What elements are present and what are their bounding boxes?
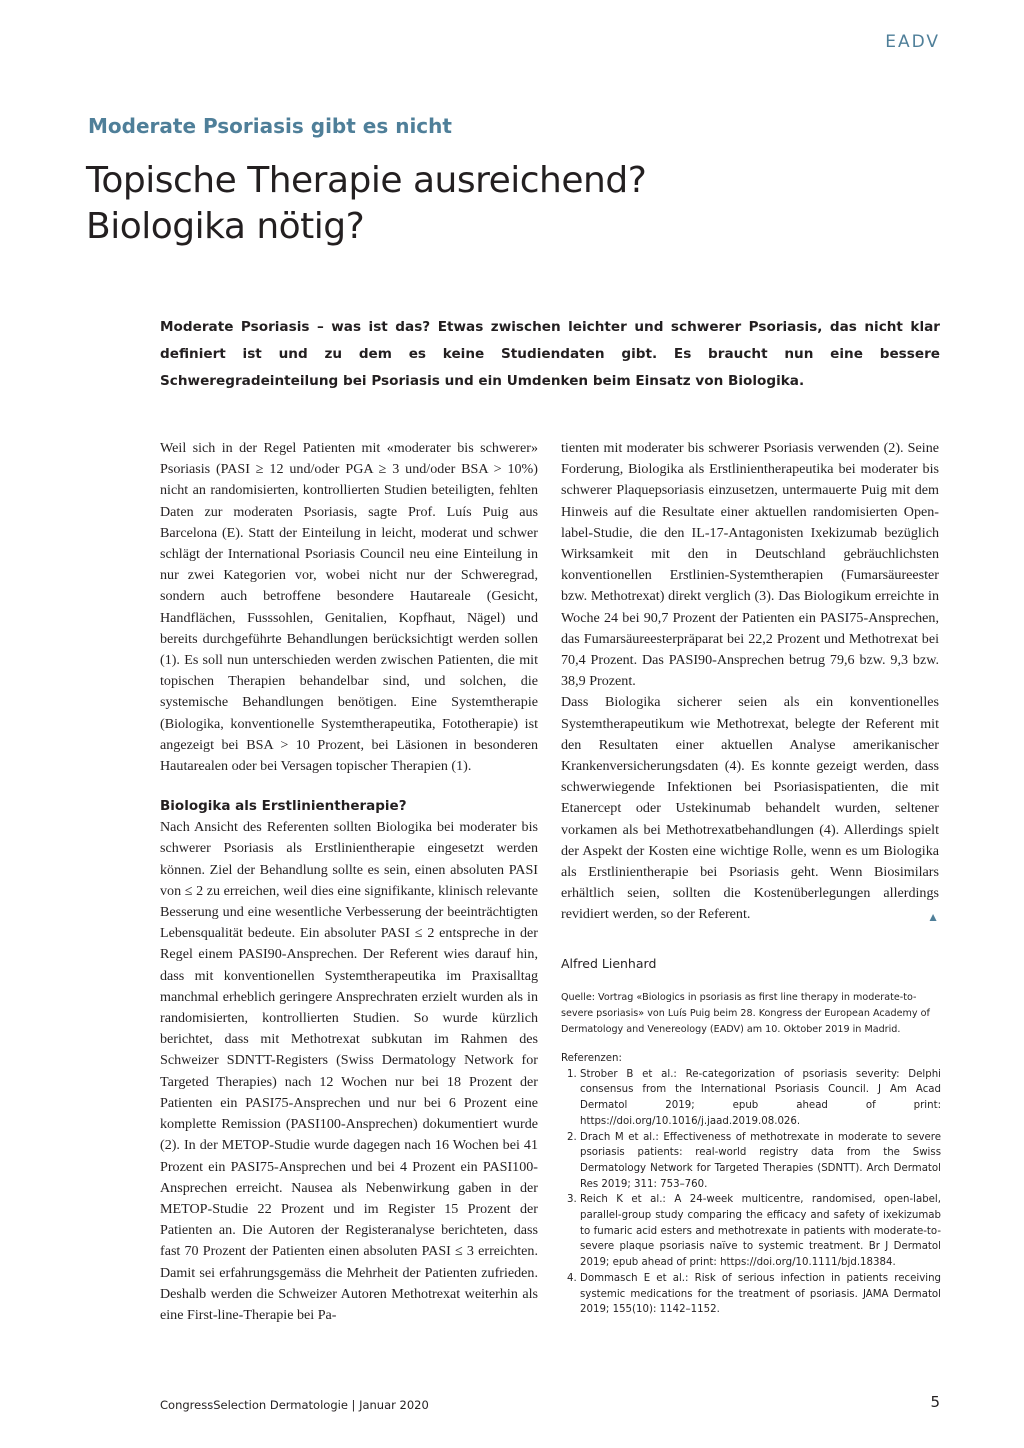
page-number: 5 [930,1393,940,1411]
source-note: Quelle: Vortrag «Biologics in psoriasis as first line therapy in moderate-to-severe psoriasis» von Luís Puig beim 28. Kongress der European Academy of Dermatology and Venereology (EADV) am 10. Oktober 2019 in Madrid. [561,992,930,1035]
article-title [86,158,846,250]
end-of-article-triangle-icon: ▲ [927,910,939,925]
body-paragraph: tienten mit moderater bis schwerer Psoriasis verwenden (2). Seine Forderung, Biologika als Erstlinientherapeutika bei moderater bis schwerer Plaquepsoriasis einzusetzen, untermauerte Puig mit dem Hinweis auf die Resultate einer aktuellen randomisierten Open-label-Studie, die den IL-17-Antagonisten Ixekizumab bezüglich Wirksamkeit mit den in Deutschland gebräuchlichsten konventionellen Erstlinien-Systemtherapien (Fumarsäureester bzw. Methotrexat) direkt verglich (3). Das Biologikum erreichte in Woche 24 bei 90,7 Prozent der Patienten ein PASI75-Ansprechen, das Fumarsäureesterpräparat bei 22,2 Prozent und Methotrexat bei 70,4 Prozent. Das PASI90-Ansprechen betrug 79,6 bzw. 9,3 bzw. 38,9 Prozent. [561,440,939,690]
title-line-1: Topische Therapie ausreichend? [86,160,647,201]
body-paragraph: Nach Ansicht des Referenten sollten Biologika bei moderater bis schwerer Psoriasis als Erstlinientherapie eingesetzt werden können. Ziel der Behandlung sollte es sein, einen absoluten PASI von ≤ 2 zu erreichen, weil dies eine signifikante, klinisch relevante Besserung und eine wesentliche Verbesserung der beeinträchtigten Lebensqualität bedeute. Ein absoluter PASI ≤ 2 entspreche in der Regel einem PASI90-Ansprechen. Der Referent wies darauf hin, dass mit konventionellen Systemtherapeutika im Praxisalltag manchmal erheblich geringere Ansprechraten erzielt wurden als in randomisierten, kontrollierten Studien. So wurde kürzlich berichtet, dass mit Methotrexat subkutan im Rahmen des Schweizer SDNTT-Registers (Swiss Dermatology Network for Targeted Therapies) nach 12 Wochen nur bei 18 Prozent der Patienten ein PASI75-Ansprechen und nur bei 6 Prozent eine komplette Remission (PASI100-Ansprechen) dokumentiert wurde (2). In der METOP-Studie wurde dagegen nach 16 Wochen bei 41 Prozent ein PASI75-Ansprechen und bei 4 Prozent ein PASI100-Ansprechen erreicht. Nausea als Nebenwirkung gaben in der METOP-Studie 22 Prozent und im Register 15 Prozent der Patienten an. Die Autoren der Registeranalyse berichteten, dass fast 70 Prozent der Patienten einen absoluten PASI ≤ 3 erreichten. Damit sei erfahrungsgemäss die Mehrheit der Patienten zufrieden. Deshalb werden die Schweizer Autoren Methotrexat weiterhin als eine First-line-Therapie bei Pa- [160,819,538,1323]
left-column [160,438,538,1326]
body-paragraph-text: Dass Biologika sicherer seien als ein konventionelles Systemtherapeutikum wie Methotrexat, belegte der Referent mit den Resultaten einer aktuellen Analyse amerikanischer Krankenversicherungsdaten (4). Es konnte gezeigt werden, dass schwerwiegende Infektionen bei Psoriasispatienten, die mit Etanercept oder Ustekinumab behandelt wurden, seltener vorkamen als bei Methotrexatbehandlungen (4). Allerdings spielt der Aspekt der Kosten eine wichtige Rolle, wenn es um Biologika als Erstlinientherapie bei Psoriasis geht. Wenn Biosimilars erhältlich seien, sollten die Kostenüberlegungen allerdings revidiert werden, so der Referent. [561,694,939,923]
body-paragraph [561,692,939,925]
right-column [561,438,939,929]
reference-item: 3. Reich K et al.: A 24-week multicentre, randomised, open-label, parallel-group study comparing the efficacy and safety of ixekizumab to fumaric acid esters and methotrexate in patients with moderate-to-severe plaque psoriasis naïve to systemic treatment. Br J Dermatol 2019; epub ahead of print: https://doi.org/10.1111/bjd.18384. [580,1192,941,1271]
title-line-2: Biologika nötig? [86,206,365,247]
reference-item: 4. Dommasch E et al.: Risk of serious infection in patients receiving systemic medications for the treatment of psoriasis. JAMA Dermatol 2019; 155(10): 1142–1152. [580,1271,941,1318]
body-paragraph: Weil sich in der Regel Patienten mit «moderater bis schwerer» Psoriasis (PASI ≥ 12 und/oder PGA ≥ 3 und/oder BSA > 10%) nicht an randomisierten, kontrollierten Studien beteiligten, fehlten Daten zur moderaten Psoriasis, sagte Prof. Luís Puig aus Barcelona (E). Statt der Einteilung in leicht, moderat und schwer schlägt der International Psoriasis Council neu eine Einteilung in nur zwei Kategorien vor, wobei nicht nur der Schweregrad, sondern auch betroffene besondere Hautareale (Gesicht, Handflächen, Fusssohlen, Genitalien, Kopfhaut, Nägel) und bereits durchgeführte Behandlungen berücksichtigt werden sollen (1). Es soll nun unterschieden werden zwischen Patienten, die mit topischen Therapien behandelbar sind, und solchen, die systemische Behandlungen benötigen. Eine Systemtherapie (Biologika, konventionelle Systemtherapeutika, Fototherapie) ist angezeigt bei BSA > 10 Prozent, bei Läsionen in besonderen Hautarealen oder bei Versagen topischer Therapien (1). [160,440,538,775]
reference-item: 1. Strober B et al.: Re-categorization of psoriasis severity: Delphi consensus from the International Psoriasis Council. J Am Acad Dermatol 2019; epub ahead of print: https://doi.org/10.1016/j.jaad.2019.08.026. [580,1067,941,1130]
article-author: Alfred Lienhard [561,956,657,971]
journal-section-tag: EADV [885,32,940,52]
section-subheading: Biologika als Erstlinientherapie? [160,798,407,815]
article-lead: Moderate Psoriasis – was ist das? Etwas zwischen leichter und schwerer Psoriasis, das nicht klar definiert ist und zu dem es keine Studiendaten gibt. Es braucht nun eine bessere Schweregradeinteilung bei Psoriasis und ein Umdenken beim Einsatz von Biologika. [160,319,940,389]
references-section [561,1051,941,1318]
references-list [561,1067,941,1318]
article-kicker: Moderate Psoriasis gibt es nicht [88,114,452,138]
reference-item: 2. Drach M et al.: Effectiveness of methotrexate in moderate to severe psoriasis patients: real-world registry data from the Swiss Dermatology Network for Targeted Therapies (SDNTT). Arch Dermatol Res 2019; 311: 753–760. [580,1130,941,1193]
footer-publication: CongressSelection Dermatologie | Januar 2020 [160,1398,429,1412]
references-label: Referenzen: [561,1053,622,1064]
